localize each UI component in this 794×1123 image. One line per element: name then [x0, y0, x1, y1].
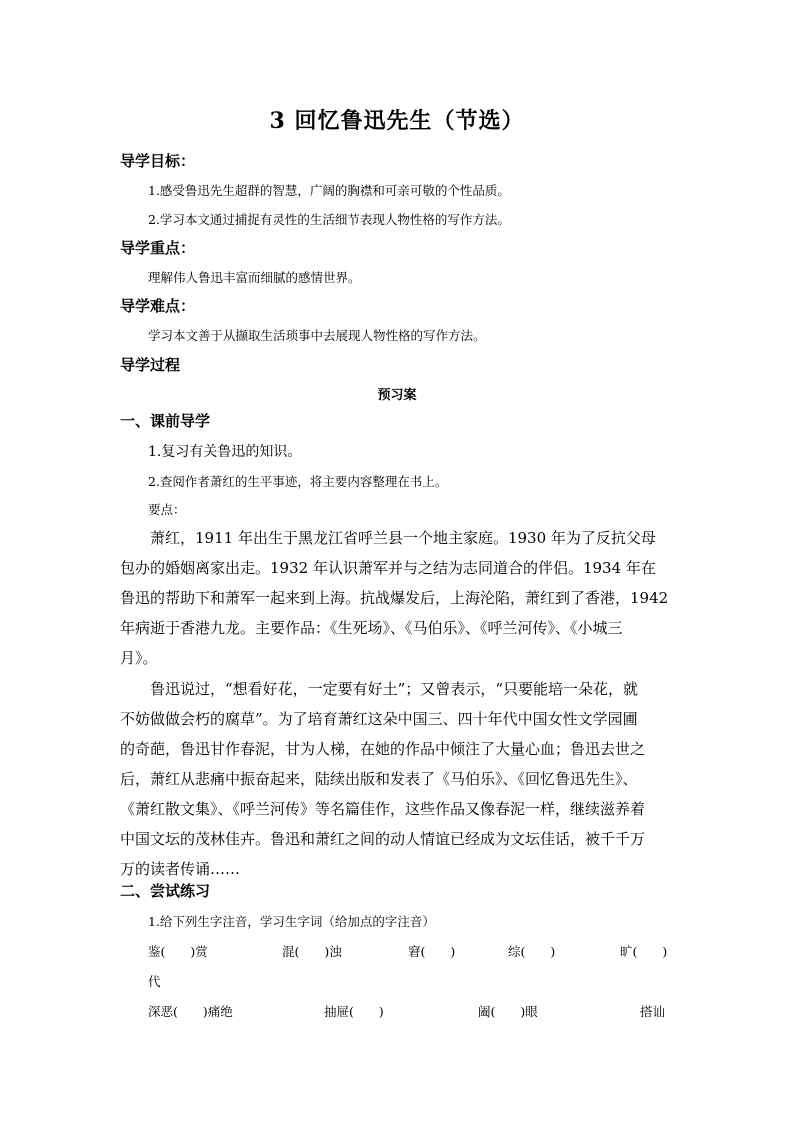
pinyin-item: 深恶( )痛绝	[148, 1004, 233, 1019]
pinyin-item: 混( )浊	[282, 944, 342, 959]
pinyin-item: 窘( )	[408, 944, 456, 959]
pinyin-item: 阖( )眼	[478, 1004, 538, 1019]
paragraph-line: 月》。	[120, 649, 158, 667]
paragraph-line: 包办的婚姻离家出走。1932 年认识萧军并与之结为志同道合的伴侣。1934 年在	[120, 559, 656, 577]
paragraph-line: 万的读者传诵……	[120, 860, 241, 878]
goal-1-text: 1.感受鲁迅先生超群的智慧，广阔的胸襟和可亲可敬的个性品质。	[148, 183, 510, 198]
paragraph-line: 的奇葩，鲁迅甘作春泥，甘为人梯，在她的作品中倾注了大量心血；鲁迅去世之	[120, 740, 646, 758]
paragraph-line: 不妨做做会朽的腐草”。为了培育萧红这朵中国三、四十年代中国女性文学园圃	[120, 710, 638, 728]
pinyin-item: 旷( )	[620, 944, 668, 959]
pinyin-item: 搭讪	[640, 1004, 666, 1019]
difficulty-text: 学习本文善于从撷取生活琐事中去展现人物性格的写作方法。	[148, 328, 486, 343]
pinyin-row-1-wrap: 代	[148, 974, 161, 989]
preview-heading: 预习案	[377, 388, 417, 403]
process-heading: 导学过程	[120, 356, 181, 374]
page-title: 3 回忆鲁迅先生（节选）	[269, 108, 525, 134]
paragraph-line: 中国文坛的茂林佳卉。鲁迅和萧红之间的动人情谊已经成为文坛佳话，被千千万	[120, 830, 646, 848]
task-1-text: 1.复习有关鲁迅的知识。	[148, 444, 302, 460]
paragraph-line: 萧红，1911 年出生于黑龙江省呼兰县一个地主家庭。1930 年为了反抗父母	[120, 529, 656, 547]
paragraph-xiaohong-bio	[120, 523, 676, 673]
task-2-text: 2.查阅作者萧红的生平事迹，将主要内容整理在书上。	[148, 474, 448, 489]
goals-heading: 导学目标：	[120, 152, 196, 170]
difficulty-heading: 导学难点：	[120, 297, 196, 315]
paragraph-luxun-xiaohong	[120, 674, 676, 884]
paragraph-line: 鲁迅说过，“想看好花，一定要有好土”；又曾表示，“只要能培一朵花，就	[120, 680, 639, 698]
part2-heading: 二、尝试练习	[120, 882, 211, 900]
goal-2-text: 2.学习本文通过捕捉有灵性的生活细节表现人物性格的写作方法。	[148, 212, 510, 227]
part1-heading: 一、课前导学	[120, 412, 211, 430]
paragraph-line: 《萧红散文集》、《呼兰河传》等名篇佳作，这些作品又像春泥一样，继续滋养着	[120, 800, 646, 818]
pinyin-item: 鉴( )赏	[148, 944, 208, 959]
pinyin-item: 抽屉( )	[324, 1004, 384, 1019]
key-text: 理解伟人鲁迅丰富而细腻的感情世界。	[148, 270, 361, 285]
key-heading: 导学重点：	[120, 239, 196, 257]
paragraph-line: 年病逝于香港九龙。主要作品：《生死场》、《马伯乐》、《呼兰河传》、《小城三	[120, 619, 623, 637]
paragraph-line: 后，萧红从悲痛中振奋起来，陆续出版和发表了《马伯乐》、《回忆鲁迅先生》、	[120, 770, 638, 788]
pinyin-item: 综( )	[508, 944, 556, 959]
key-points-label: 要点：	[148, 502, 186, 517]
exercise-1-text: 1.给下列生字注音，学习生字词（给加点的字注音）	[148, 914, 435, 929]
paragraph-line: 鲁迅的帮助下和萧军一起来到上海。抗战爆发后，上海沦陷，萧红到了香港，1942	[120, 589, 669, 607]
